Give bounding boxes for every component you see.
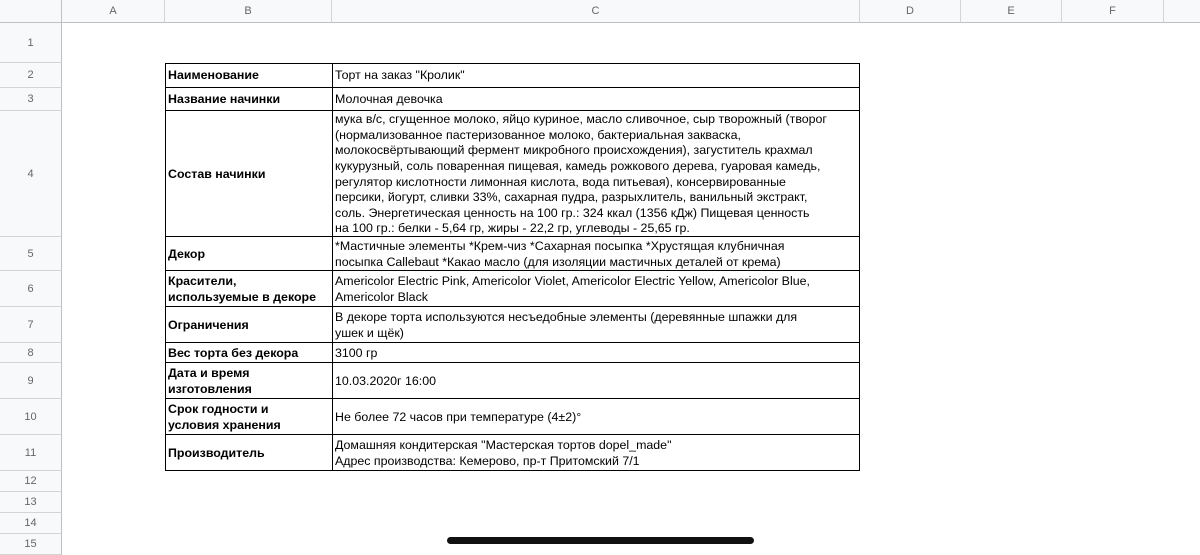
table-border	[165, 87, 860, 88]
label-text: Наименование	[168, 68, 259, 83]
label-cell[interactable]	[165, 237, 332, 271]
label-cell[interactable]	[165, 343, 332, 363]
label-text: Производитель	[168, 445, 265, 460]
home-indicator[interactable]	[447, 537, 754, 544]
label-cell[interactable]	[165, 271, 332, 307]
label-cell[interactable]	[165, 111, 332, 237]
value-text: Торт на заказ "Кролик"	[335, 68, 465, 83]
value-cell[interactable]	[332, 363, 860, 399]
row-header-1[interactable]: 1	[0, 23, 62, 63]
label-cell[interactable]	[165, 88, 332, 111]
column-header-c[interactable]: C	[332, 0, 860, 23]
table-border	[332, 63, 333, 471]
row-header-11[interactable]: 11	[0, 435, 62, 471]
label-text: Название начинки	[168, 92, 281, 107]
value-cell[interactable]	[332, 307, 860, 343]
label-cell[interactable]	[165, 307, 332, 343]
value-text: Молочная девочка	[335, 92, 443, 107]
column-header-overflow	[1164, 0, 1200, 23]
value-cell[interactable]	[332, 399, 860, 435]
label-text: Состав начинки	[168, 166, 266, 181]
column-header-b[interactable]: B	[165, 0, 332, 23]
value-text: 3100 гр	[335, 345, 378, 360]
label-text: Декор	[168, 246, 206, 261]
value-cell[interactable]	[332, 237, 860, 271]
label-text: Дата и время изготовления	[168, 365, 252, 396]
label-text: Ограничения	[168, 317, 249, 332]
column-header-d[interactable]: D	[860, 0, 961, 23]
table-border	[165, 236, 860, 237]
table-border	[165, 434, 860, 435]
table-border	[165, 306, 860, 307]
label-text: Красители, используемые в декоре	[168, 273, 317, 304]
value-text: Домашняя кондитерская "Мастерская тортов dopel_made" Адрес производства: Кемерово, пр-т Притомский 7/1	[335, 437, 672, 468]
label-text: Вес торта без декора	[168, 345, 299, 360]
column-header-f[interactable]: F	[1062, 0, 1164, 23]
label-cell[interactable]	[165, 399, 332, 435]
row-header-5[interactable]: 5	[0, 237, 62, 271]
table-border	[165, 270, 860, 271]
row-header-13[interactable]: 13	[0, 492, 62, 513]
value-cell[interactable]	[332, 435, 860, 471]
label-cell[interactable]	[165, 435, 332, 471]
value-text: 10.03.2020г 16:00	[335, 373, 436, 388]
label-text: Срок годности и условия хранения	[168, 401, 281, 432]
value-cell[interactable]	[332, 111, 860, 237]
row-header-4[interactable]: 4	[0, 111, 62, 237]
row-header-6[interactable]: 6	[0, 271, 62, 307]
row-header-10[interactable]: 10	[0, 399, 62, 435]
table-border	[165, 110, 860, 111]
value-text: В декоре торта используются несъедобные элементы (деревянные шпажки для ушек и щёк)	[335, 309, 798, 340]
label-cell[interactable]	[165, 363, 332, 399]
label-cell[interactable]	[165, 63, 332, 88]
column-header-e[interactable]: E	[961, 0, 1062, 23]
value-cell[interactable]	[332, 343, 860, 363]
row-header-2[interactable]: 2	[0, 63, 62, 88]
row-header-9[interactable]: 9	[0, 363, 62, 399]
row-header-3[interactable]: 3	[0, 88, 62, 111]
column-header-a[interactable]: A	[62, 0, 165, 23]
row-header-12[interactable]: 12	[0, 471, 62, 492]
select-all-corner[interactable]	[0, 0, 62, 23]
value-text: мука в/с, сгущенное молоко, яйцо куриное, масло сливочное, сыр творожный (творог (нормализованное пастеризованное молоко, бактериальная закваска, молокосвёртывающий фермент микробного происхождения), загуститель крахмал кукурузный, соль поваренная пищевая, камедь рожкового дерева, гуаровая камедь, регулятор кислотности лимонная кислота, вода питьевая), консервированные персики, йогурт, сливки 33%, сахарная пудра, разрыхлитель, ванильный экстракт, соль. Энергетическая ценность на 100 гр.: 324 ккал (1356 кДж) Пищевая ценность на 100 гр.: белки - 5,64 гр, жиры - 22,2 гр, углеводы - 25,65 гр.	[335, 112, 827, 236]
value-cell[interactable]	[332, 88, 860, 111]
row-header-8[interactable]: 8	[0, 343, 62, 363]
value-text: Не более 72 часов при температуре (4±2)°	[335, 409, 582, 424]
value-cell[interactable]	[332, 271, 860, 307]
table-border	[165, 362, 860, 363]
value-cell[interactable]	[332, 63, 860, 88]
row-header-7[interactable]: 7	[0, 307, 62, 343]
row-header-14[interactable]: 14	[0, 513, 62, 534]
row-header-15[interactable]: 15	[0, 534, 62, 555]
value-text: *Мастичные элементы *Крем-чиз *Сахарная посыпка *Хрустящая клубничная посыпка Callebaut *Какао масло (для изоляции мастичных деталей от крема)	[335, 238, 785, 269]
value-text: Americolor Electric Pink, Americolor Violet, Americolor Electric Yellow, Americolor Blue, Americolor Black	[335, 273, 810, 304]
table-border	[165, 342, 860, 343]
table-border	[165, 398, 860, 399]
